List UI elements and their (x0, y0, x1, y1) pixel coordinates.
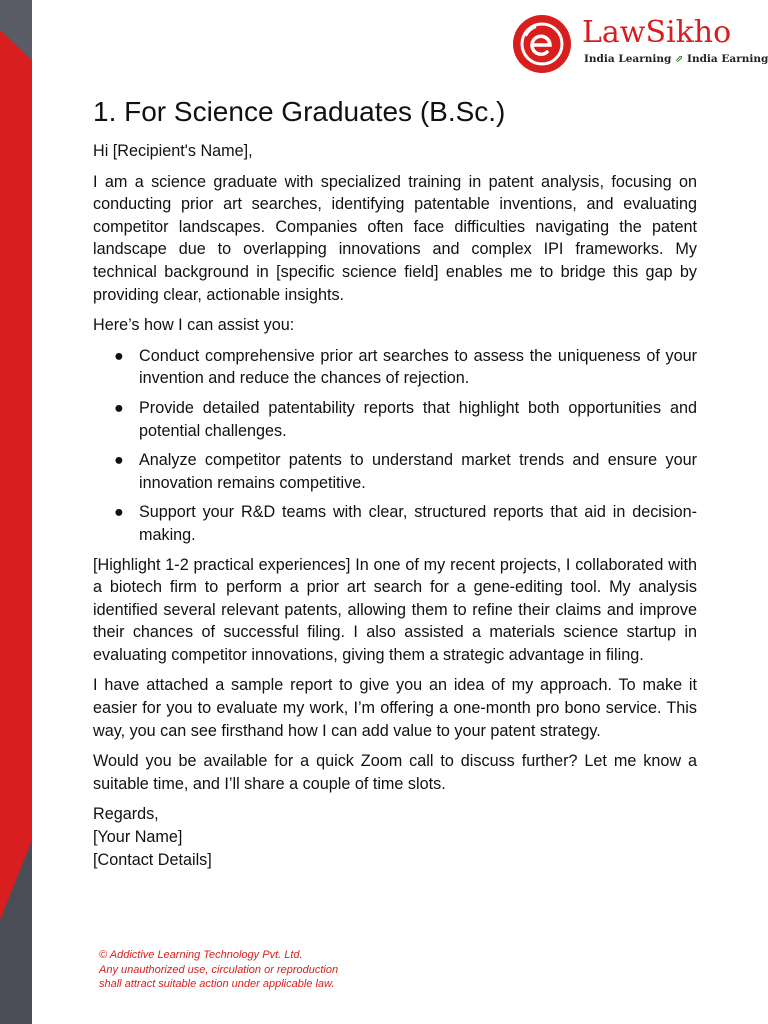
signoff-name: [Your Name] (93, 828, 183, 847)
letter-body (93, 92, 697, 871)
list-item (93, 345, 697, 390)
list-item-text: Support your R&D teams with clear, structured reports that aid in decision-making. (139, 503, 697, 544)
intro-paragraph: I am a science graduate with specialized training in patent analysis, focusing on conducting prior art searches, identifying patentable inventions, and evaluating competitor landscapes. Companies often face difficulties navigating the patent landscape due to overlapping innovations and complex IPI frameworks. My technical background in [specific science field] enables me to bridge this gap by providing clear, actionable insights. (93, 172, 697, 304)
call-to-action-paragraph: Would you be available for a quick Zoom call to discuss further? Let me know a suitable time, and I’ll share a couple of time slots. (93, 752, 697, 793)
bullet-icon: ● (114, 451, 124, 470)
greeting: Hi [Recipient's Name], (93, 142, 253, 160)
list-item (93, 449, 697, 494)
lawsikho-logo (512, 14, 768, 74)
experience-paragraph: [Highlight 1-2 practical experiences] In one of my recent projects, I collaborated with a biotech firm to perform a prior art search for a gene-editing tool. My analysis identified several relevant patents, allowing them to refine their claims and improve their chances of successful filing. I also assisted a materials science startup in evaluating competitor innovations, giving them a strategic advantage in filing. (93, 555, 697, 664)
signoff-contact: [Contact Details] (93, 850, 212, 869)
copyright-notice (99, 948, 399, 992)
signoff-regards: Regards, (93, 805, 159, 824)
tagline-left: India Learning (584, 53, 672, 65)
copyright-line: Any unauthorized use, circulation or reproduction (99, 963, 339, 976)
logo-emblem-icon (512, 14, 572, 74)
offer-paragraph: I have attached a sample report to give you an idea of my approach. To make it easier for you to evaluate my work, I’m offering a one-month pro bono service. This way, you can see firsthand how I can add value to your patent strategy. (93, 676, 697, 740)
assistance-list (93, 345, 697, 547)
list-item-text: Analyze competitor patents to understand market trends and ensure your innovation remains competitive. (139, 451, 697, 492)
signoff-block (93, 803, 697, 871)
tagline-right: India Earning (687, 53, 768, 65)
bullet-icon: ● (114, 398, 124, 417)
list-item-text: Provide detailed patentability reports that highlight both opportunities and potential challenges. (139, 398, 697, 440)
list-item-text: Conduct comprehensive prior art searches to assess the uniqueness of your invention and reduce the chances of rejection. (139, 346, 697, 388)
list-item (93, 397, 697, 442)
bullet-icon: ● (114, 346, 124, 365)
brand-name: LawSikho (582, 15, 732, 50)
bullet-icon: ● (114, 503, 124, 522)
list-item (93, 501, 697, 546)
lead-in: Here’s how I can assist you: (93, 316, 295, 335)
brand-tagline (584, 52, 768, 67)
tagline-arrow-icon: ⇗ (675, 54, 684, 65)
decorative-side-band (0, 0, 32, 1024)
copyright-line: shall attract suitable action under applicable law. (99, 978, 335, 990)
page-title: 1. For Science Graduates (B.Sc.) (93, 96, 506, 127)
copyright-line: © Addictive Learning Technology Pvt. Ltd. (99, 949, 303, 961)
